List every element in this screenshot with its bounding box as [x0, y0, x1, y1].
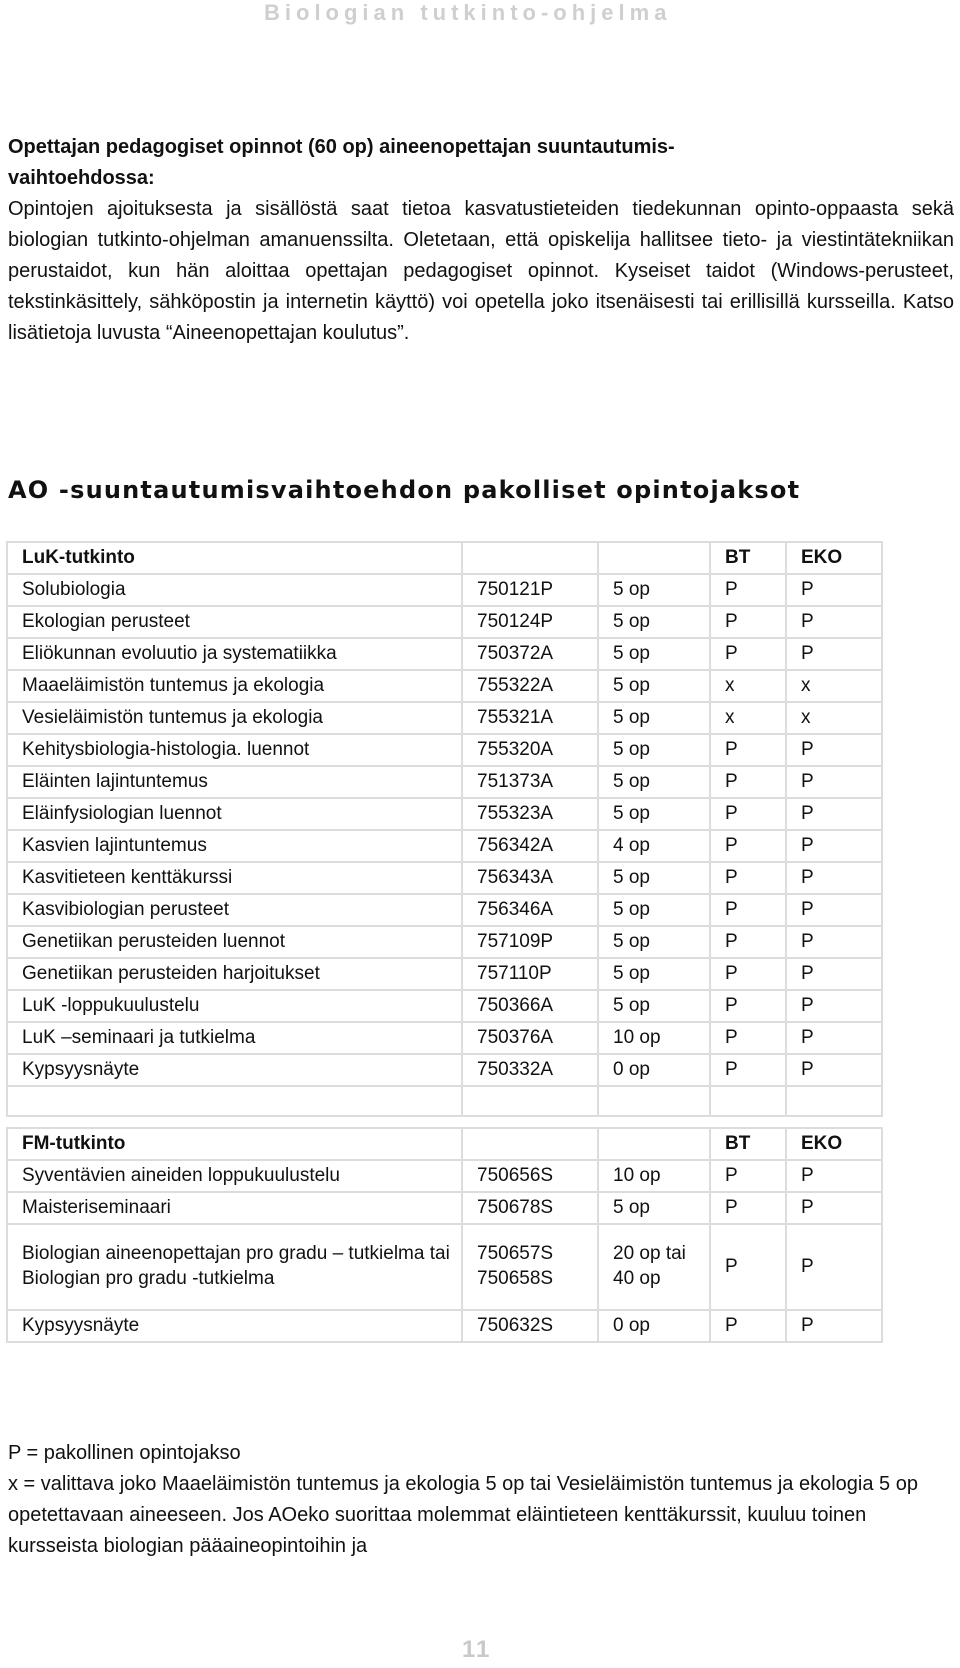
- table-row: [7, 670, 882, 702]
- table-row: [7, 990, 882, 1022]
- table-cell: P: [710, 1160, 786, 1192]
- table-cell: P: [710, 990, 786, 1022]
- table-cell: 5 op: [598, 958, 710, 990]
- table-cell: Solubiologia: [7, 574, 462, 606]
- table-cell: x: [786, 670, 882, 702]
- table-cell: P: [786, 1224, 882, 1310]
- table-cell: 20 op tai 40 op: [598, 1224, 710, 1310]
- table-cell: 5 op: [598, 766, 710, 798]
- table-row: [7, 606, 882, 638]
- table-cell: 756342A: [462, 830, 598, 862]
- fm-header-cell: FM-tutkinto: [7, 1128, 462, 1160]
- table-cell: P: [710, 862, 786, 894]
- table-cell: P: [710, 734, 786, 766]
- table-cell: Kypsyysnäyte: [7, 1310, 462, 1342]
- table-cell: P: [786, 958, 882, 990]
- table-cell: 5 op: [598, 574, 710, 606]
- table-cell: 756343A: [462, 862, 598, 894]
- table-row: [7, 1022, 882, 1054]
- table-cell: P: [710, 1022, 786, 1054]
- table-cell: P: [710, 830, 786, 862]
- table-cell: 751373A: [462, 766, 598, 798]
- table-cell: 750632S: [462, 1310, 598, 1342]
- table-cell: 750332A: [462, 1054, 598, 1086]
- table-cell: 5 op: [598, 638, 710, 670]
- table-cell: 5 op: [598, 734, 710, 766]
- table-cell: P: [710, 1310, 786, 1342]
- legend: [8, 1438, 954, 1562]
- table-cell: 750372A: [462, 638, 598, 670]
- table-cell: [786, 1086, 882, 1116]
- table-row: [7, 1160, 882, 1192]
- table-cell: P: [786, 1310, 882, 1342]
- fm-header-cell: BT: [710, 1128, 786, 1160]
- table-cell: 0 op: [598, 1310, 710, 1342]
- table-row: [7, 1054, 882, 1086]
- table-row: [7, 926, 882, 958]
- intro-body: Opintojen ajoituksesta ja sisällöstä saat tietoa kasvatustieteiden tiedekunnan opinto-oppaasta sekä biologian tutkinto-ohjelman amanuenssilta. Oletetaan, että opiskelija hallitsee tieto- ja viestintätekniikan perustaidot, kun hän aloittaa opettajan pedagogiset opinnot. Kyseiset taidot (Windows-perusteet, tekstinkäsittely, sähköpostin ja internetin käyttö) voi opetella joko itsenäisesti tai erillisillä kursseilla. Katso lisätietoja luvusta “Aineenopettajan koulutus”.: [8, 198, 954, 344]
- table-row: [7, 1310, 882, 1342]
- table-row: [7, 958, 882, 990]
- table-cell: P: [710, 1054, 786, 1086]
- fm-header-cell: [462, 1128, 598, 1160]
- luk-header-cell: [598, 542, 710, 574]
- table-cell: 5 op: [598, 990, 710, 1022]
- table-cell: 755322A: [462, 670, 598, 702]
- luk-header-cell: EKO: [786, 542, 882, 574]
- table-cell: P: [710, 1192, 786, 1224]
- intro-section: [8, 132, 954, 349]
- table-cell: Eläinten lajintuntemus: [7, 766, 462, 798]
- table-cell: Kasvibiologian perusteet: [7, 894, 462, 926]
- luk-header-cell: LuK-tutkinto: [7, 542, 462, 574]
- table-cell: P: [786, 926, 882, 958]
- table-cell: Maaeläimistön tuntemus ja ekologia: [7, 670, 462, 702]
- table-cell: P: [786, 990, 882, 1022]
- table-cell: 750366A: [462, 990, 598, 1022]
- table-cell: Eliökunnan evoluutio ja systematiikka: [7, 638, 462, 670]
- table-cell: Syventävien aineiden loppukuulustelu: [7, 1160, 462, 1192]
- running-head: Biologian tutkinto-ohjelma: [264, 0, 672, 25]
- table-row: [7, 830, 882, 862]
- table-cell: 10 op: [598, 1022, 710, 1054]
- table-cell: Maisteriseminaari: [7, 1192, 462, 1224]
- table-cell: 755321A: [462, 702, 598, 734]
- table-cell: P: [786, 1022, 882, 1054]
- table-cell: 5 op: [598, 702, 710, 734]
- table-cell: Genetiikan perusteiden harjoitukset: [7, 958, 462, 990]
- table-cell: P: [710, 766, 786, 798]
- intro-heading-line1: Opettajan pedagogiset opinnot (60 op) aineenopettajan suuntautumis-: [8, 136, 675, 158]
- table-cell: 750121P: [462, 574, 598, 606]
- table-row: [7, 1224, 882, 1310]
- table-cell: 5 op: [598, 894, 710, 926]
- table-cell: P: [710, 1224, 786, 1310]
- table-cell: x: [710, 670, 786, 702]
- luk-header-cell: BT: [710, 542, 786, 574]
- table-row: [7, 1192, 882, 1224]
- table-cell: 750376A: [462, 1022, 598, 1054]
- table-cell: Kypsyysnäyte: [7, 1054, 462, 1086]
- table-cell: [462, 1086, 598, 1116]
- fm-header-row: [7, 1128, 882, 1160]
- table-cell: 5 op: [598, 798, 710, 830]
- table-cell: P: [786, 638, 882, 670]
- table-cell: Kasvien lajintuntemus: [7, 830, 462, 862]
- table-cell: P: [710, 606, 786, 638]
- table-cell: P: [786, 862, 882, 894]
- intro-heading-line2: vaihtoehdossa:: [8, 167, 155, 189]
- table-row: [7, 798, 882, 830]
- table-cell: Ekologian perusteet: [7, 606, 462, 638]
- legend-x: x = valittava joko Maaeläimistön tuntemus ja ekologia 5 op tai Vesieläimistön tuntemus ja ekologia 5 op opetettavaan aineeseen. Jos AOeko suorittaa molemmat eläintieteen kenttäkurssit, kuuluu toinen kursseista biologian pääaineopintoihin ja: [8, 1473, 918, 1557]
- table-cell: P: [786, 830, 882, 862]
- table-cell: [598, 1086, 710, 1116]
- table-cell: P: [710, 894, 786, 926]
- luk-table: [6, 541, 883, 1117]
- table-row: [7, 702, 882, 734]
- section-heading: AO -suuntautumisvaihtoehdon pakolliset opintojaksot: [8, 476, 801, 504]
- table-cell: P: [786, 734, 882, 766]
- table-cell: 5 op: [598, 862, 710, 894]
- table-cell: Kehitysbiologia-histologia. luennot: [7, 734, 462, 766]
- table-cell: LuK –seminaari ja tutkielma: [7, 1022, 462, 1054]
- table-cell: 756346A: [462, 894, 598, 926]
- table-cell: Vesieläimistön tuntemus ja ekologia: [7, 702, 462, 734]
- table-row: [7, 766, 882, 798]
- table-cell: x: [710, 702, 786, 734]
- fm-header-cell: EKO: [786, 1128, 882, 1160]
- table-row: [7, 862, 882, 894]
- fm-header-cell: [598, 1128, 710, 1160]
- table-cell: 4 op: [598, 830, 710, 862]
- table-cell: 750124P: [462, 606, 598, 638]
- table-cell: [710, 1086, 786, 1116]
- table-cell: P: [786, 606, 882, 638]
- table-cell: 5 op: [598, 926, 710, 958]
- table-row: [7, 574, 882, 606]
- table-row: [7, 894, 882, 926]
- table-cell: [7, 1086, 462, 1116]
- table-cell: P: [710, 574, 786, 606]
- table-cell: 10 op: [598, 1160, 710, 1192]
- table-cell: 0 op: [598, 1054, 710, 1086]
- table-row: [7, 638, 882, 670]
- table-cell: 5 op: [598, 670, 710, 702]
- table-cell: 757110P: [462, 958, 598, 990]
- table-spacer-row: [7, 1086, 882, 1116]
- table-cell: P: [710, 798, 786, 830]
- table-cell: P: [710, 638, 786, 670]
- table-cell: x: [786, 702, 882, 734]
- table-cell: 757109P: [462, 926, 598, 958]
- table-cell: 750656S: [462, 1160, 598, 1192]
- table-cell: 5 op: [598, 1192, 710, 1224]
- table-cell: P: [786, 1160, 882, 1192]
- table-row: [7, 734, 882, 766]
- table-cell: P: [786, 1192, 882, 1224]
- table-cell: Kasvitieteen kenttäkurssi: [7, 862, 462, 894]
- table-cell: LuK -loppukuulustelu: [7, 990, 462, 1022]
- luk-header-row: [7, 542, 882, 574]
- table-cell: 750657S 750658S: [462, 1224, 598, 1310]
- table-cell: P: [710, 958, 786, 990]
- table-cell: P: [786, 766, 882, 798]
- table-cell: P: [786, 574, 882, 606]
- table-cell: Genetiikan perusteiden luennot: [7, 926, 462, 958]
- table-cell: P: [710, 926, 786, 958]
- page-number: 11: [462, 1636, 492, 1663]
- table-cell: Eläinfysiologian luennot: [7, 798, 462, 830]
- fm-table: [6, 1127, 883, 1343]
- legend-p: P = pakollinen opintojakso: [8, 1442, 241, 1464]
- table-cell: P: [786, 1054, 882, 1086]
- table-cell: P: [786, 894, 882, 926]
- table-cell: 5 op: [598, 606, 710, 638]
- table-cell: 750678S: [462, 1192, 598, 1224]
- table-cell: P: [786, 798, 882, 830]
- table-cell: Biologian aineenopettajan pro gradu – tutkielma tai Biologian pro gradu -tutkielma: [7, 1224, 462, 1310]
- luk-header-cell: [462, 542, 598, 574]
- table-cell: 755320A: [462, 734, 598, 766]
- table-cell: 755323A: [462, 798, 598, 830]
